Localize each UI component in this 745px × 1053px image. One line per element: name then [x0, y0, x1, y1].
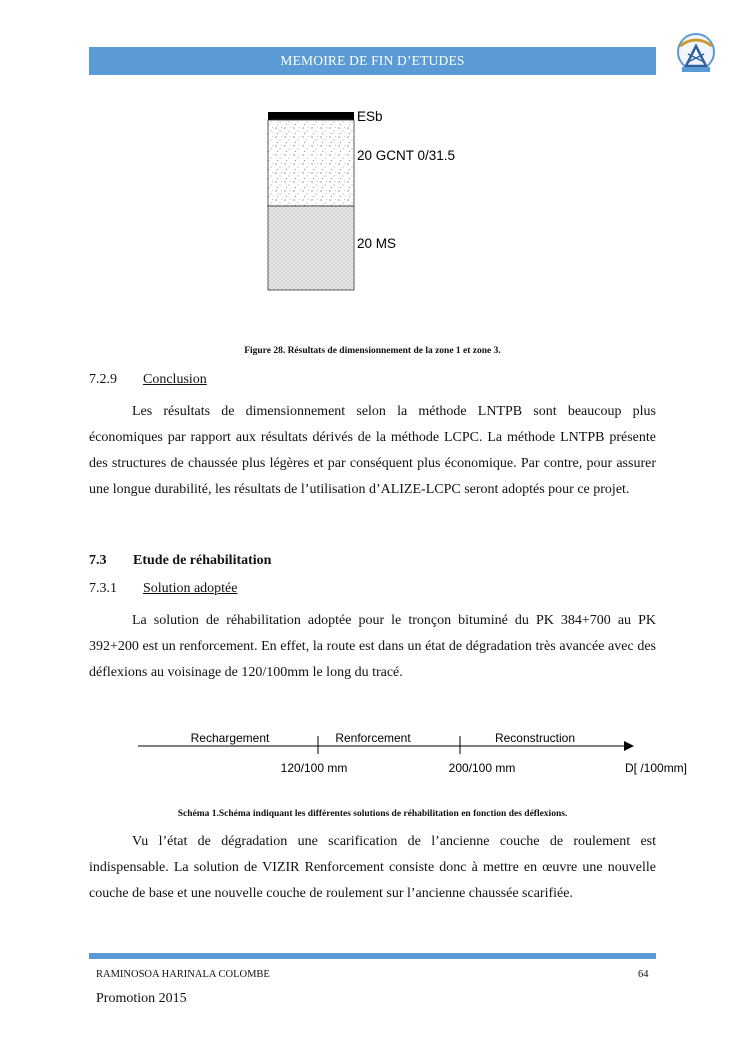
- header-title: MEMOIRE DE FIN D’ETUDES: [280, 53, 465, 68]
- esb-layer: [268, 112, 354, 120]
- footer-author: RAMINOSOA HARINALA COLOMBE: [96, 969, 270, 980]
- section-title: Etude de réhabilitation: [133, 553, 272, 568]
- conclusion-paragraph: Les résultats de dimensionnement selon la méthode LNTPB sont beaucoup plus économiques par rapport aux résultats dérivés de la méthode LCPC. La méthode LNTPB présente des structures de chaussée plus légères et par conséquent plus économique. Par contre, pour assurer une longue durabilité, les résultats de l’utilisation d’ALIZE-LCPC seront adoptés pour ce projet.: [89, 404, 656, 497]
- threshold-label: 200/100 mm: [448, 761, 516, 775]
- layer-label-ms: 20 MS: [357, 236, 397, 251]
- header-bar: [89, 47, 656, 75]
- threshold-label: 120/100 mm: [280, 761, 348, 775]
- footer-bar: [89, 953, 656, 959]
- section-number: 7.3.1: [89, 581, 117, 596]
- section-number: 7.3: [89, 553, 107, 568]
- footer-promotion: Promotion 2015: [96, 991, 187, 1006]
- section-number: 7.2.9: [89, 372, 117, 387]
- section-title: Solution adoptée: [143, 581, 238, 596]
- zone-label-rechargement: Rechargement: [190, 731, 270, 745]
- zone-label-reconstruction: Reconstruction: [494, 731, 576, 745]
- closing-paragraph: Vu l’état de dégradation une scarification de l’ancienne couche de roulement est indispensable. La solution de VIZIR Renforcement consiste donc à mettre en œuvre une nouvelle couche de base et une nouvelle couche de roulement sur l’ancienne chaussée scarifiée.: [89, 834, 656, 901]
- figure-caption: Figure 28. Résultats de dimensionnement de la zone 1 et zone 3.: [244, 346, 501, 356]
- ms-layer: [268, 206, 354, 290]
- axis-label: D[ /100mm]: [625, 761, 688, 775]
- school-logo: [672, 32, 720, 76]
- layer-label-esb: ESb: [357, 109, 383, 124]
- section-title: Conclusion: [143, 372, 207, 387]
- schema-caption: Schéma 1.Schéma indiquant les différentes solutions de réhabilitation en fonction des déflexions.: [177, 809, 568, 819]
- layer-label-gcnt: 20 GCNT 0/31.5: [357, 148, 456, 163]
- axis-arrow-icon: [624, 741, 634, 751]
- zone-label-renforcement: Renforcement: [335, 731, 411, 745]
- page-number: 64: [638, 969, 649, 980]
- pavement-layer-figure: [265, 108, 505, 296]
- gcnt-layer: [268, 120, 354, 206]
- rehabilitation-schema: [130, 726, 710, 780]
- solution-paragraph: La solution de réhabilitation adoptée pour le tronçon bituminé du PK 384+700 au PK 392+200 est un renforcement. En effet, la route est dans un état de dégradation très avancée avec des déflexions au voisinage de 120/100mm le long du tracé.: [89, 613, 656, 680]
